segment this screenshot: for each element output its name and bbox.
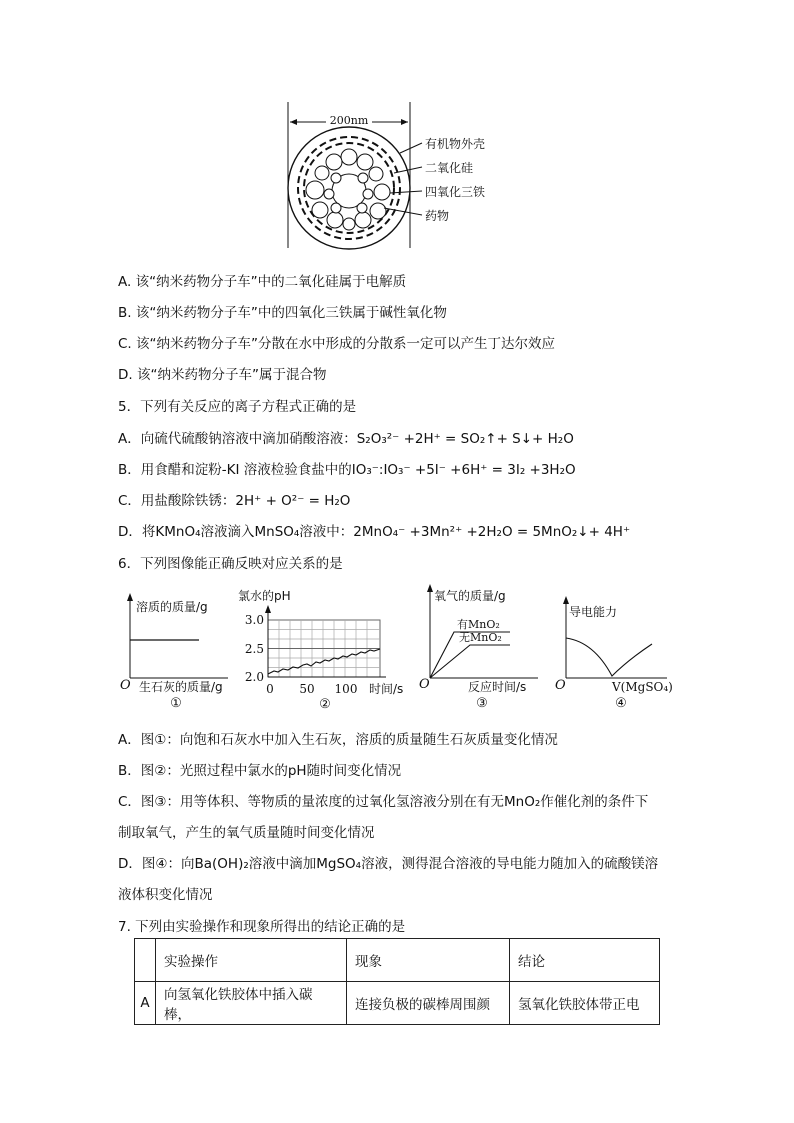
experiment-table <box>134 938 660 1025</box>
graph2-ytick-2-5: 2.5 <box>244 642 264 656</box>
table-header-row <box>135 939 660 982</box>
q5-option-d: D．将KMnO₄溶液滴入MnSO₄溶液中：2MnO₄⁻ +3Mn²⁺ +2H₂O = 5MnO₂↓+ 4H⁺ <box>118 524 631 540</box>
header-operation: 实验操作 <box>156 939 347 982</box>
q4-option-a: A. 该“纳米药物分子车”中的二氧化硅属于电解质 <box>118 274 407 290</box>
q5-option-c: C．用盐酸除铁锈：2H⁺ + O²⁻ = H₂O <box>118 493 351 509</box>
graph2-xlabel: 时间/s <box>369 682 404 696</box>
row-a-conclusion: 氢氧化铁胶体带正电 <box>510 982 660 1025</box>
q4-option-c: C. 该“纳米药物分子车”分散在水中形成的分散系一定可以产生丁达尔效应 <box>118 336 555 352</box>
graph2-ylabel: 氯水的pH <box>238 589 291 603</box>
graph1-number: ① <box>170 696 182 711</box>
q7-stem: 7. 下列由实验操作和现象所得出的结论正确的是 <box>118 919 406 935</box>
q6-option-b: B．图②：光照过程中氯水的pH随时间变化情况 <box>118 763 402 779</box>
row-a-index: A <box>135 982 156 1025</box>
graph-1 <box>116 590 241 712</box>
graph3-origin: O <box>419 677 430 692</box>
header-conclusion: 结论 <box>510 939 660 982</box>
graph-3 <box>414 580 544 712</box>
label-organic-shell: 有机物外壳 <box>425 137 486 151</box>
graph2-xtick-0: 0 <box>266 682 274 696</box>
q6-option-c: C．图③：用等体积、等物质的量浓度的过氧化氢溶液分别在有无MnO₂作催化剂的条件下 <box>118 794 649 810</box>
q6-option-d: D．图④：向Ba(OH)₂溶液中滴加MgSO₄溶液，测得混合溶液的导电能力随加入的硫酸镁溶 <box>118 856 659 872</box>
q6-option-a: A．图①：向饱和石灰水中加入生石灰，溶质的质量随生石灰质量变化情况 <box>118 732 558 748</box>
graph3-xlabel: 反应时间/s <box>468 680 527 694</box>
label-drug: 药物 <box>425 209 450 223</box>
q6-stem: 6．下列图像能正确反映对应关系的是 <box>118 556 343 572</box>
graph3-ylabel: 氧气的质量/g <box>434 589 506 603</box>
q6-option-d-cont: 液体积变化情况 <box>118 887 213 903</box>
q6-option-c-cont: 制取氧气，产生的氧气质量随时间变化情况 <box>118 825 375 841</box>
row-a-phenomenon: 连接负极的碳棒周围颜 <box>347 982 510 1025</box>
q5-option-b: B．用食醋和淀粉-KI 溶液检验食盐中的IO₃⁻:IO₃⁻ +5I⁻ +6H⁺ = 3I₂ +3H₂O <box>118 462 576 478</box>
graph1-xlabel: 生石灰的质量/g <box>139 680 223 694</box>
q5-option-a: A．向硫代硫酸钠溶液中滴加硝酸溶液：S₂O₃²⁻ +2H⁺ = SO₂↑+ S↓+ H₂O <box>118 431 574 447</box>
q4-option-d: D. 该“纳米药物分子车”属于混合物 <box>118 367 327 383</box>
graph3-number: ③ <box>476 696 488 711</box>
graph-4 <box>552 594 677 712</box>
graph3-curve-without-mno2: 无MnO₂ <box>459 631 502 644</box>
header-phenomenon: 现象 <box>347 939 510 982</box>
graph1-ylabel: 溶质的质量/g <box>136 600 208 614</box>
graph2-number: ② <box>319 697 331 712</box>
graph1-origin: O <box>120 678 131 693</box>
graph4-xlabel: V(MgSO₄) <box>612 680 673 694</box>
graph-2 <box>236 586 406 712</box>
graph2-xtick-100: 100 <box>334 682 358 696</box>
row-a-operation: 向氢氧化铁胶体中插入碳棒， <box>156 982 347 1025</box>
graph2-ytick-3: 3.0 <box>244 613 264 627</box>
width-label: 200nm <box>329 114 369 127</box>
label-iron-oxide: 四氧化三铁 <box>425 185 486 199</box>
q4-option-b: B. 该“纳米药物分子车”中的四氧化三铁属于碱性氧化物 <box>118 305 447 321</box>
header-index <box>135 939 156 982</box>
graph3-curve-with-mno2: 有MnO₂ <box>457 618 500 631</box>
graph2-ytick-2: 2.0 <box>244 670 264 684</box>
nanoparticle-figure <box>270 98 510 258</box>
label-silica: 二氧化硅 <box>425 161 474 175</box>
graph4-number: ④ <box>615 696 627 711</box>
graph4-origin: O <box>555 678 566 693</box>
table-row <box>135 982 660 1025</box>
graph2-xtick-50: 50 <box>299 682 315 696</box>
q5-stem: 5．下列有关反应的离子方程式正确的是 <box>118 399 357 415</box>
graph4-ylabel: 导电能力 <box>569 605 618 619</box>
